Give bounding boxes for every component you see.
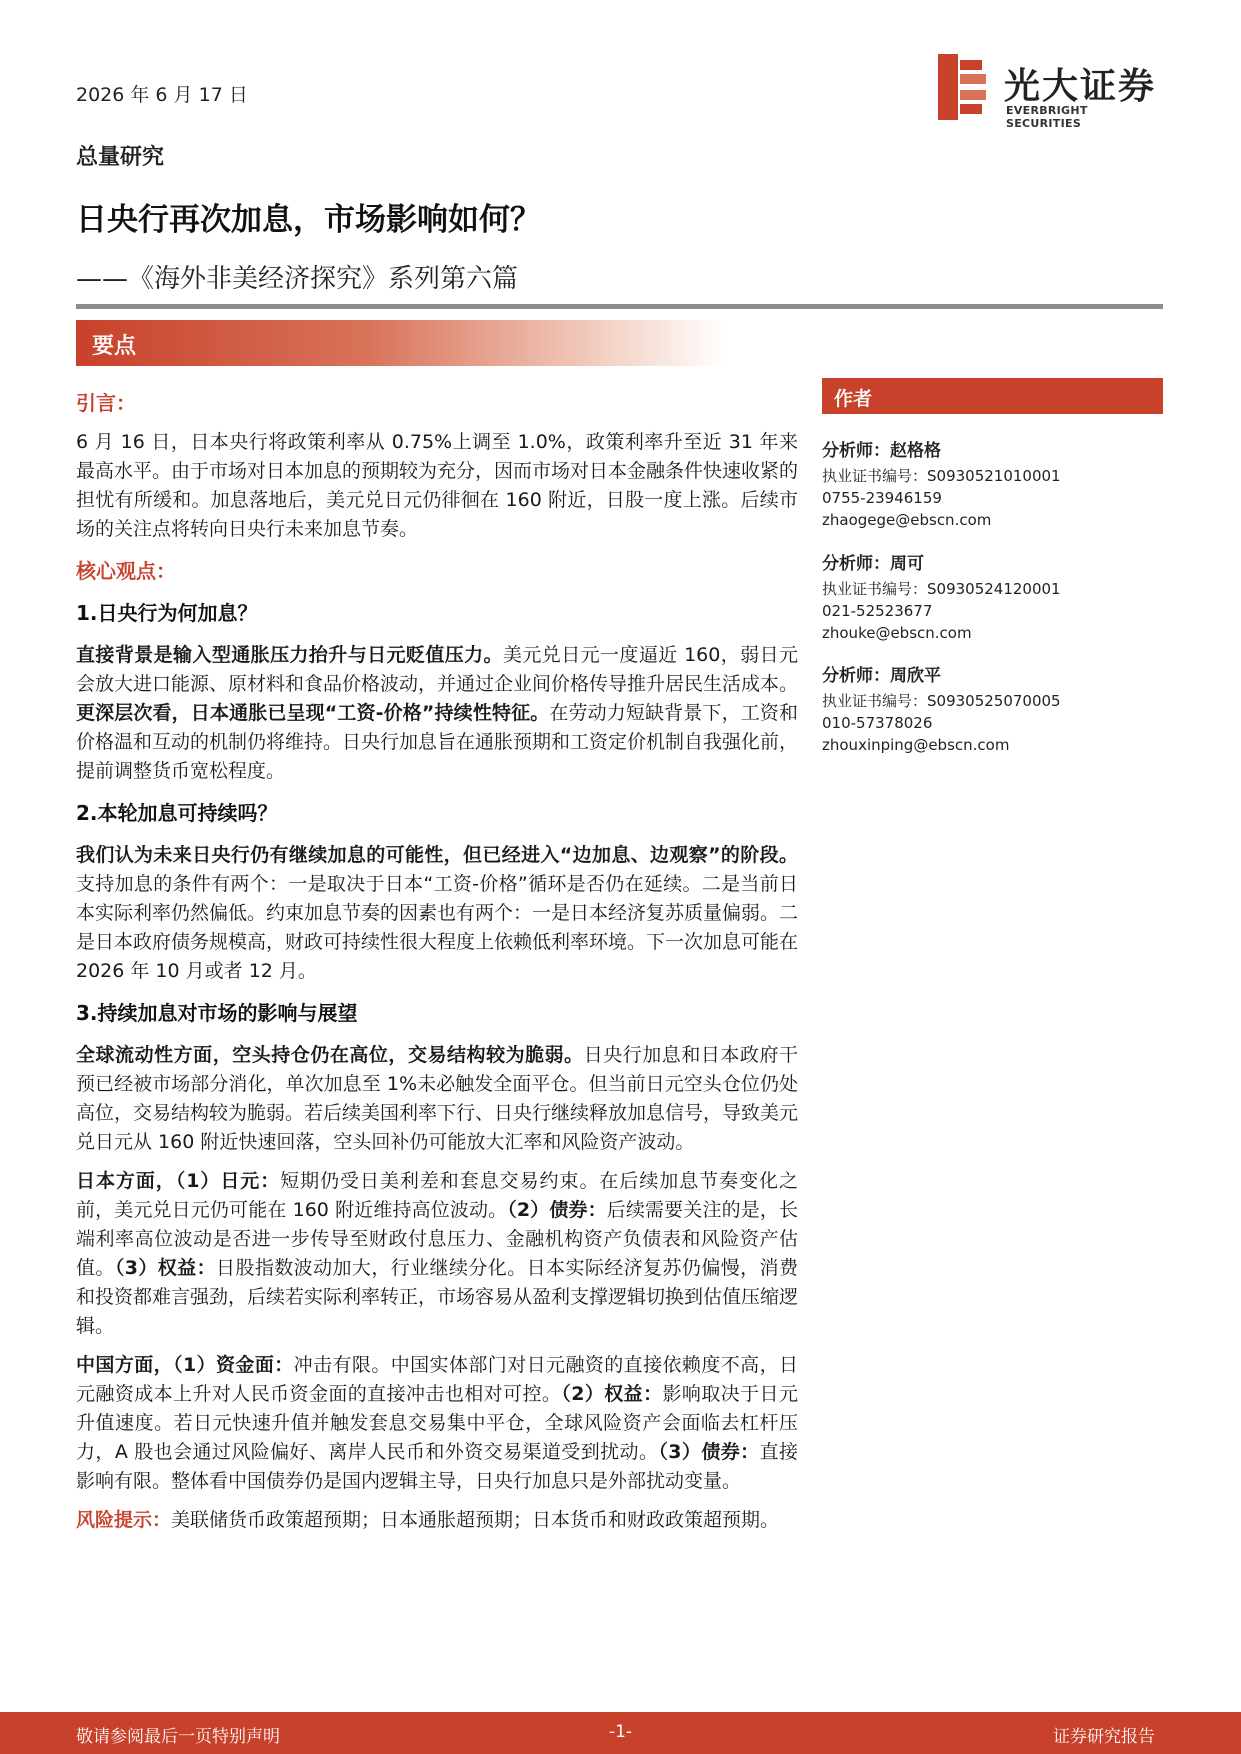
analyst-email[interactable]: zhouke@ebscn.com <box>822 624 972 642</box>
q3-p3-text-3: 直接影响有限。整体看中国债券仍是国内逻辑主导，日央行加息只是外部扰动变量。 <box>76 1441 798 1492</box>
logo-text-cn: 光大证券 <box>1004 66 1157 107</box>
analyst-phone: 010-57378026 <box>822 714 933 732</box>
q3-heading: 3.持续加息对市场的影响与展望 <box>76 1001 358 1025</box>
keypoints-label: 要点 <box>92 334 137 359</box>
q3-p2-text-3: 日股指数波动加大，行业继续分化。日本实际经济复苏仍偏慢，消费和投资都难言强劲，后续若实际利率转正，市场容易从盈利支撑逻辑切换到估值压缩逻辑。 <box>76 1257 799 1337</box>
page-subtitle: ——《海外非美经济探究》系列第六篇 <box>76 264 519 294</box>
analyst-name: 分析师：周可 <box>822 554 924 574</box>
risk-paragraph <box>76 1506 798 1535</box>
q1-text-1: 美元兑日元一度逼近 160，弱日元会放大进口能源、原材料和食品价格波动，并通过企业间价格传导推升居民生活成本。 <box>76 644 799 695</box>
analyst-card <box>822 665 1061 756</box>
analyst-cert: 执业证书编号：S0930521010001 <box>822 467 1061 485</box>
analyst-cert: 执业证书编号：S0930525070005 <box>822 692 1061 710</box>
analyst-card <box>822 553 1061 644</box>
title-divider <box>76 304 1163 309</box>
q3-p1-bold: 全球流动性方面，空头持仓仍在高位，交易结构较为脆弱。 <box>76 1044 584 1066</box>
q2-text-1: 支持加息的条件有两个：一是取决于日本“工资-价格”循环是否仍在延续。二是当前日本实际利率仍然偏低。约束加息节奏的因素也有两个：一是日本经济复苏质量偏弱。二是日本政府债务规模高，财政可持续性很大程度上依赖低利率环境。下一次加息可能在 2026 年 10 月或者 12 月。 <box>76 873 799 982</box>
analyst-email[interactable]: zhouxinping@ebscn.com <box>822 736 1010 754</box>
risk-text: 美联储货币政策超预期；日本通胀超预期；日本货币和财政政策超预期。 <box>171 1509 780 1531</box>
footer-disclaimer-link[interactable]: 敬请参阅最后一页特别声明 <box>76 1727 280 1747</box>
q1-bold-2: 更深层次看，日本通胀已呈现“工资-价格”持续性特征。 <box>76 702 550 724</box>
report-date: 2026 年 6 月 17 日 <box>76 84 248 106</box>
page-title: 日央行再次加息，市场影响如何？ <box>76 202 541 238</box>
q1-paragraph <box>76 641 798 786</box>
keypoints-banner <box>76 320 726 366</box>
q3-p2-bold-2: （2）债券： <box>507 1199 607 1221</box>
author-label: 作者 <box>834 388 873 410</box>
q3-p2-text-2: 后续需要关注的是，长端利率高位波动是否进一步传导至财政付息压力、金融机构资产负债表和风险资产估值。 <box>76 1199 798 1279</box>
q3-p2-bold-3: （3）权益： <box>114 1257 217 1279</box>
analyst-cert: 执业证书编号：S0930524120001 <box>822 580 1061 598</box>
analyst-phone: 0755-23946159 <box>822 489 942 507</box>
q2-heading: 2.本轮加息可持续吗？ <box>76 801 278 825</box>
q3-p1-text: 日央行加息和日本政府干预已经被市场部分消化，单次加息至 1%未必触发全面平仓。但当前日元空头仓位仍处高位，交易结构较为脆弱。若后续美国利率下行、日央行继续释放加息信号，导致美元兑日元从 160 附近快速回落，空头回补仍可能放大汇率和风险资产波动。 <box>76 1044 799 1153</box>
author-banner <box>822 378 1163 414</box>
q3-paragraph-japan <box>76 1167 798 1341</box>
q3-p3-bold-1: 中国方面，（1）资金面： <box>76 1354 294 1376</box>
q3-paragraph-liquidity <box>76 1041 798 1157</box>
logo-text-en: EVERBRIGHT SECURITIES <box>1006 104 1088 130</box>
intro-paragraph: 6 月 16 日，日本央行将政策利率从 0.75%上调至 1.0%，政策利率升至近 31 年来最高水平。由于市场对日本加息的预期较为充分，因而市场对日本金融条件快速收紧的担忧有所缓和。加息落地后，美元兑日元仍徘徊在 160 附近，日股一度上涨。后续市场的关注点将转向日央行未来加息节奏。 <box>76 431 799 540</box>
main-column <box>76 389 798 1535</box>
everbright-logo <box>938 52 1162 130</box>
report-category: 总量研究 <box>76 145 165 170</box>
q3-p2-text-1: 短期仍受日美利差和套息交易约束。在后续加息节奏变化之前，美元兑日元仍可能在 160 附近维持高位波动。 <box>76 1170 798 1221</box>
q3-paragraph-china <box>76 1351 798 1496</box>
page-number: -1- <box>608 1722 633 1742</box>
q2-paragraph <box>76 841 798 986</box>
q3-p3-text-2: 影响取决于日元升值速度。若日元快速升值并触发套息交易集中平仓，全球风险资产会面临去杠杆压力，A 股也会通过风险偏好、离岸人民币和外资交易渠道受到扰动。 <box>76 1383 798 1463</box>
page-footer <box>0 1712 1241 1754</box>
analyst-name: 分析师：赵格格 <box>822 441 941 461</box>
intro-heading: 引言： <box>76 391 136 415</box>
q1-bold-1: 直接背景是输入型通胀压力抬升与日元贬值压力。 <box>76 644 503 666</box>
q3-p2-bold-1: 日本方面，（1）日元： <box>76 1170 281 1192</box>
q1-heading: 1.日央行为何加息？ <box>76 601 258 625</box>
q1-text-2: 在劳动力短缺背景下，工资和价格温和互动的机制仍将维持。日央行加息旨在通胀预期和工资定价机制自我强化前，提前调整货币宽松程度。 <box>76 702 799 782</box>
footer-report-type: 证券研究报告 <box>1053 1727 1155 1747</box>
q2-bold-1: 我们认为未来日央行仍有继续加息的可能性，但已经进入“边加息、边观察”的阶段。 <box>76 844 798 866</box>
analyst-name: 分析师：周欣平 <box>822 666 941 686</box>
q3-p3-bold-3: （3）债券： <box>658 1441 760 1463</box>
q3-p3-bold-2: （2）权益： <box>561 1383 663 1405</box>
q3-p3-text-1: 冲击有限。中国实体部门对日元融资的直接依赖度不高，日元融资成本上升对人民币资金面的直接冲击也相对可控。 <box>76 1354 798 1405</box>
analyst-email[interactable]: zhaogege@ebscn.com <box>822 511 992 529</box>
analyst-phone: 021-52523677 <box>822 602 933 620</box>
risk-label: 风险提示： <box>76 1509 172 1531</box>
core-heading: 核心观点： <box>76 559 176 583</box>
everbright-logo-icon <box>938 54 988 120</box>
analyst-card <box>822 440 1061 531</box>
